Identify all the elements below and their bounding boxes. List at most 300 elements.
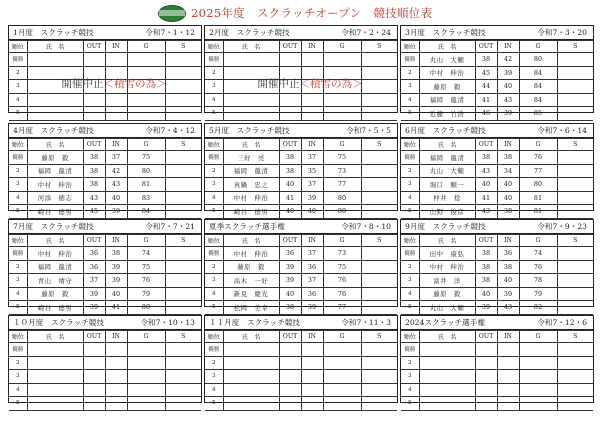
player-name-cell: 福岡 龍清	[419, 151, 475, 165]
in-score-cell	[497, 356, 519, 370]
header-gross: G	[127, 235, 165, 247]
table-row	[205, 397, 397, 411]
in-score-cell	[105, 343, 127, 357]
header-name: 氏 名	[27, 331, 83, 343]
result-panel	[400, 315, 594, 407]
table-row	[9, 107, 201, 121]
rank-cell: 優勝	[205, 247, 223, 261]
table-header-row	[401, 41, 593, 53]
ranking-table	[401, 234, 593, 315]
header-out: OUT	[475, 331, 497, 343]
table-row	[401, 80, 593, 94]
gross-score-cell: 77	[323, 178, 361, 192]
rank-cell: 3	[205, 370, 223, 384]
s-cell	[361, 343, 397, 357]
rank-cell: 5	[9, 397, 27, 411]
rank-cell: 3	[205, 178, 223, 192]
in-score-cell	[105, 356, 127, 370]
out-score-cell: 39	[279, 274, 301, 288]
out-score-cell	[279, 370, 301, 384]
table-row	[9, 164, 201, 178]
rank-cell: 優勝	[9, 151, 27, 165]
rank-cell: 3	[9, 178, 27, 192]
rank-cell: 5	[401, 205, 419, 219]
competition-date: 令和7・9・23	[537, 222, 587, 231]
rank-cell: 2	[205, 260, 223, 274]
in-score-cell: 37	[301, 274, 323, 288]
out-score-cell: 38	[475, 274, 497, 288]
table-row	[401, 66, 593, 80]
in-score-cell: 38	[497, 260, 519, 274]
header-s: S	[165, 139, 201, 151]
rank-cell: 優勝	[401, 247, 419, 261]
player-name-cell	[419, 397, 475, 411]
header-s: S	[361, 235, 397, 247]
header-out: OUT	[279, 41, 301, 53]
out-score-cell: 38	[475, 247, 497, 261]
table-row	[401, 356, 593, 370]
in-score-cell	[301, 107, 323, 121]
player-name-cell: 丸山 大輔	[419, 164, 475, 178]
header-name: 氏 名	[27, 139, 83, 151]
header-gross: G	[519, 41, 557, 53]
table-row	[9, 397, 201, 411]
header-out: OUT	[475, 235, 497, 247]
out-score-cell	[83, 370, 105, 384]
rank-cell: 5	[205, 397, 223, 411]
in-score-cell	[105, 93, 127, 107]
gross-score-cell: 80	[323, 191, 361, 205]
s-cell	[557, 301, 593, 315]
gross-score-cell	[127, 93, 165, 107]
table-row	[205, 191, 397, 205]
panel-title-bar	[205, 26, 397, 40]
s-cell	[557, 164, 593, 178]
player-name-cell: 藤原 毅	[419, 80, 475, 94]
player-name-cell	[419, 370, 475, 384]
player-name-cell	[419, 343, 475, 357]
out-score-cell	[475, 397, 497, 411]
table-row	[205, 107, 397, 121]
out-score-cell	[83, 397, 105, 411]
out-score-cell	[475, 370, 497, 384]
player-name-cell: 富井 洋	[419, 274, 475, 288]
s-cell	[361, 274, 397, 288]
player-name-cell: 中村 伸治	[27, 178, 83, 192]
player-name-cell: 仲井 稔	[419, 191, 475, 205]
out-score-cell: 39	[279, 260, 301, 274]
s-cell	[165, 301, 201, 315]
in-score-cell: 38	[497, 205, 519, 219]
panel-title-bar	[401, 26, 593, 40]
in-score-cell	[301, 53, 323, 67]
gross-score-cell	[323, 370, 361, 384]
in-score-cell: 36	[301, 287, 323, 301]
table-row	[205, 247, 397, 261]
table-row	[9, 383, 201, 397]
table-header-row	[205, 41, 397, 53]
header-gross: G	[127, 331, 165, 343]
header-gross: G	[323, 235, 361, 247]
header-name: 氏 名	[223, 235, 279, 247]
rank-cell: 3	[205, 274, 223, 288]
in-score-cell	[105, 370, 127, 384]
player-name-cell: 丸山 大輔	[419, 301, 475, 315]
s-cell	[361, 191, 397, 205]
s-cell	[165, 383, 201, 397]
s-cell	[361, 370, 397, 384]
header-out: OUT	[83, 235, 105, 247]
header-out: OUT	[475, 41, 497, 53]
rank-cell: 優勝	[9, 247, 27, 261]
gross-score-cell: 85	[519, 107, 557, 121]
gross-score-cell: 84	[519, 66, 557, 80]
header-gross: G	[323, 41, 361, 53]
player-name-cell: 崎谷 德男	[27, 205, 83, 219]
out-score-cell	[475, 383, 497, 397]
out-score-cell: 38	[83, 178, 105, 192]
out-score-cell: 41	[279, 191, 301, 205]
header-gross: G	[323, 331, 361, 343]
in-score-cell: 37	[105, 151, 127, 165]
s-cell	[165, 53, 201, 67]
out-score-cell: 40	[279, 287, 301, 301]
player-name-cell: 山野 俊彦	[419, 205, 475, 219]
in-score-cell: 36	[497, 247, 519, 261]
in-score-cell: 37	[301, 151, 323, 165]
out-score-cell	[279, 107, 301, 121]
s-cell	[165, 260, 201, 274]
player-name-cell: 中村 伸治	[419, 260, 475, 274]
in-score-cell: 43	[105, 178, 127, 192]
player-name-cell	[27, 53, 83, 67]
rank-cell: 5	[401, 397, 419, 411]
rank-cell: 2	[401, 66, 419, 80]
in-score-cell: 39	[497, 107, 519, 121]
gross-score-cell: 76	[519, 151, 557, 165]
header-rank: 順位	[401, 235, 419, 247]
player-name-cell: 藤原 毅	[27, 287, 83, 301]
out-score-cell: 43	[83, 191, 105, 205]
out-score-cell: 40	[279, 205, 301, 219]
table-row	[9, 247, 201, 261]
table-row	[9, 274, 201, 288]
player-name-cell	[223, 107, 279, 121]
result-panel	[8, 315, 202, 407]
gross-score-cell	[519, 343, 557, 357]
out-score-cell: 37	[83, 274, 105, 288]
cancellation-reason: ＜積雪の為＞	[103, 78, 167, 90]
player-name-cell	[27, 397, 83, 411]
s-cell	[557, 205, 593, 219]
gross-score-cell: 84	[127, 205, 165, 219]
header-out: OUT	[475, 139, 497, 151]
in-score-cell	[105, 53, 127, 67]
table-row	[401, 343, 593, 357]
header-out: OUT	[83, 41, 105, 53]
header-name: 氏 名	[223, 331, 279, 343]
rank-cell: 優勝	[205, 53, 223, 67]
out-score-cell: 36	[83, 260, 105, 274]
player-name-cell	[223, 397, 279, 411]
player-name-cell	[27, 107, 83, 121]
out-score-cell: 39	[83, 301, 105, 315]
table-row	[9, 205, 201, 219]
in-score-cell: 36	[301, 260, 323, 274]
gross-score-cell: 83	[127, 191, 165, 205]
s-cell	[165, 247, 201, 261]
out-score-cell: 43	[475, 205, 497, 219]
rank-cell: 優勝	[9, 343, 27, 357]
gross-score-cell	[519, 397, 557, 411]
table-row	[205, 205, 397, 219]
table-header-row	[9, 139, 201, 151]
table-row	[205, 370, 397, 384]
in-score-cell	[497, 383, 519, 397]
in-score-cell: 35	[301, 164, 323, 178]
rank-cell: 2	[9, 260, 27, 274]
competition-date: 令和7・6・14	[537, 126, 587, 135]
player-name-cell	[223, 343, 279, 357]
in-score-cell: 40	[497, 80, 519, 94]
table-row	[9, 178, 201, 192]
rank-cell: 優勝	[401, 53, 419, 67]
player-name-cell: 高木 一好	[223, 274, 279, 288]
in-score-cell: 43	[497, 301, 519, 315]
table-row	[401, 370, 593, 384]
player-name-cell	[27, 343, 83, 357]
player-name-cell: 近藤 竹浩	[419, 107, 475, 121]
player-name-cell: 堀口 順一	[419, 178, 475, 192]
competition-date: 令和7・3・20	[537, 28, 587, 37]
s-cell	[165, 164, 201, 178]
table-row	[401, 53, 593, 67]
out-score-cell: 41	[475, 93, 497, 107]
player-name-cell	[223, 53, 279, 67]
ranking-table	[401, 330, 593, 411]
header-rank: 順位	[9, 41, 27, 53]
out-score-cell: 41	[475, 191, 497, 205]
competition-name: 5月度 スクラッチ競技	[209, 126, 290, 135]
rank-cell: 5	[205, 107, 223, 121]
header-rank: 順位	[9, 139, 27, 151]
result-panel	[204, 315, 398, 407]
rank-cell: 5	[205, 205, 223, 219]
player-name-cell: 藤原 毅	[419, 287, 475, 301]
player-name-cell: 真鍋 忠之	[223, 178, 279, 192]
gross-score-cell: 80	[519, 53, 557, 67]
gross-score-cell: 77	[323, 301, 361, 315]
player-name-cell	[223, 383, 279, 397]
competition-date: 令和7・11・3	[341, 318, 391, 327]
header-name: 氏 名	[27, 41, 83, 53]
out-score-cell: 38	[83, 151, 105, 165]
header-s: S	[361, 139, 397, 151]
ranking-table	[205, 330, 397, 411]
table-header-row	[205, 331, 397, 343]
out-score-cell: 38	[475, 151, 497, 165]
header-rank: 順位	[205, 235, 223, 247]
header-s: S	[165, 235, 201, 247]
header-s: S	[165, 331, 201, 343]
competition-date: 令和7・7・21	[145, 222, 195, 231]
gross-score-cell: 80	[323, 205, 361, 219]
rank-cell: 3	[9, 370, 27, 384]
header-in: IN	[497, 139, 519, 151]
s-cell	[165, 356, 201, 370]
out-score-cell: 39	[83, 287, 105, 301]
rank-cell: 4	[205, 93, 223, 107]
in-score-cell	[105, 383, 127, 397]
rank-cell: 3	[401, 274, 419, 288]
table-row	[9, 53, 201, 67]
table-row	[9, 343, 201, 357]
competition-name: 2月度 スクラッチ競技	[209, 28, 290, 37]
gross-score-cell	[127, 356, 165, 370]
header-in: IN	[301, 41, 323, 53]
header-s: S	[557, 331, 593, 343]
s-cell	[557, 107, 593, 121]
ranking-table	[401, 138, 593, 219]
table-row	[205, 383, 397, 397]
out-score-cell: 40	[475, 178, 497, 192]
in-score-cell	[301, 93, 323, 107]
panel-title-bar	[401, 124, 593, 138]
panel-title-bar	[205, 220, 397, 234]
table-header-row	[401, 139, 593, 151]
table-row	[205, 343, 397, 357]
ranking-table	[9, 330, 201, 411]
result-panel	[204, 25, 398, 117]
s-cell	[361, 205, 397, 219]
header-name: 氏 名	[419, 235, 475, 247]
gross-score-cell	[127, 383, 165, 397]
out-score-cell: 43	[475, 164, 497, 178]
gross-score-cell: 79	[127, 287, 165, 301]
header-in: IN	[105, 235, 127, 247]
panel-title-bar	[401, 220, 593, 234]
table-row	[401, 260, 593, 274]
header-gross: G	[519, 331, 557, 343]
table-row	[9, 301, 201, 315]
table-row	[401, 301, 593, 315]
rank-cell: 4	[9, 93, 27, 107]
player-name-cell: 中村 伸治	[223, 191, 279, 205]
cancellation-notice	[225, 76, 395, 91]
header-name: 氏 名	[27, 235, 83, 247]
in-score-cell	[301, 397, 323, 411]
in-score-cell	[497, 343, 519, 357]
rank-cell: 3	[401, 370, 419, 384]
gross-score-cell: 75	[127, 260, 165, 274]
rank-cell: 2	[205, 164, 223, 178]
rank-cell: 4	[401, 383, 419, 397]
table-header-row	[9, 331, 201, 343]
header-in: IN	[301, 235, 323, 247]
rank-cell: 2	[9, 66, 27, 80]
gross-score-cell: 80	[127, 301, 165, 315]
table-row	[401, 93, 593, 107]
in-score-cell: 39	[105, 274, 127, 288]
gross-score-cell	[127, 397, 165, 411]
s-cell	[557, 178, 593, 192]
header-rank: 順位	[205, 139, 223, 151]
competition-name: 3月度 スクラッチ競技	[405, 28, 486, 37]
header-gross: G	[127, 41, 165, 53]
ranking-table	[9, 138, 201, 219]
table-row	[205, 287, 397, 301]
player-name-cell	[27, 356, 83, 370]
rank-cell: 2	[9, 356, 27, 370]
competition-date: 令和7・2・24	[341, 28, 391, 37]
gross-score-cell	[323, 343, 361, 357]
gross-score-cell	[323, 93, 361, 107]
out-score-cell: 38	[475, 53, 497, 67]
page-header	[0, 0, 600, 24]
s-cell	[165, 343, 201, 357]
s-cell	[165, 191, 201, 205]
s-cell	[557, 247, 593, 261]
cancellation-text: 開催中止	[257, 78, 300, 90]
s-cell	[557, 383, 593, 397]
table-row	[205, 164, 397, 178]
table-row	[401, 287, 593, 301]
s-cell	[165, 287, 201, 301]
panel-title-bar	[205, 316, 397, 330]
cancellation-reason: ＜積雪の為＞	[299, 78, 363, 90]
in-score-cell	[301, 343, 323, 357]
document-title: 2025年度 スクラッチオープン 競技順位表	[191, 6, 433, 20]
out-score-cell	[279, 383, 301, 397]
out-score-cell	[279, 93, 301, 107]
in-score-cell: 39	[301, 301, 323, 315]
s-cell	[557, 274, 593, 288]
ranking-table	[401, 40, 593, 121]
gross-score-cell: 76	[323, 274, 361, 288]
s-cell	[165, 93, 201, 107]
result-panel	[8, 219, 202, 312]
in-score-cell: 39	[105, 260, 127, 274]
rank-cell: 4	[9, 287, 27, 301]
table-row	[401, 247, 593, 261]
result-panel	[400, 219, 594, 312]
table-row	[9, 260, 201, 274]
s-cell	[165, 107, 201, 121]
table-row	[401, 164, 593, 178]
in-score-cell: 43	[497, 93, 519, 107]
table-row	[205, 260, 397, 274]
gross-score-cell: 80	[519, 178, 557, 192]
gross-score-cell: 76	[127, 274, 165, 288]
header-in: IN	[497, 235, 519, 247]
header-gross: G	[519, 139, 557, 151]
club-logo-icon	[158, 5, 186, 22]
gross-score-cell: 84	[519, 80, 557, 94]
rank-cell: 優勝	[205, 343, 223, 357]
rank-cell: 3	[205, 80, 223, 94]
panel-title-bar	[9, 26, 201, 40]
s-cell	[361, 164, 397, 178]
s-cell	[557, 260, 593, 274]
in-score-cell: 38	[497, 151, 519, 165]
s-cell	[165, 397, 201, 411]
header-gross: G	[127, 139, 165, 151]
out-score-cell: 36	[83, 247, 105, 261]
rank-cell: 2	[205, 66, 223, 80]
gross-score-cell	[323, 383, 361, 397]
table-header-row	[205, 139, 397, 151]
out-score-cell: 45	[475, 66, 497, 80]
